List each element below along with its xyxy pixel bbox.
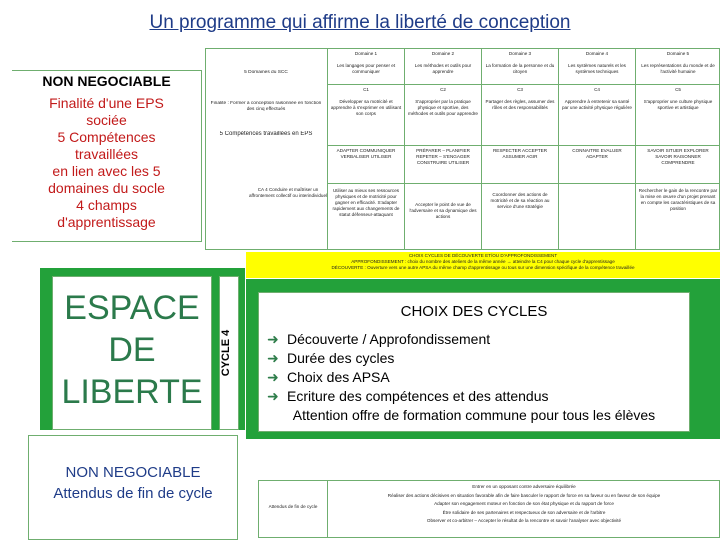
- choix-item-1: ➜ Découverte / Approfondissement: [267, 331, 491, 347]
- cycle-4-label: CYCLE 4: [220, 329, 232, 377]
- ca-cell-1: Utiliser au mieux ses ressources physiques et de motricité pour gagner en efficacité. S'adapter rapidement aux changements de statut défenseur-attaquant: [332, 188, 400, 217]
- yellow-line-1: CHOIX CYCLES DE DÉCOUVERTE ET/OU D'APPROFONDISSEMENT: [408, 253, 558, 258]
- attendus-fin-cycle: Attendus de fin de cycle: [53, 485, 213, 502]
- domain-1-text: Les langages pour penser et communiquer: [336, 63, 396, 74]
- ca-cell-3: Coordonner des actions de motricité et de sa réaction au service d'une stratégie: [490, 192, 550, 209]
- choix-title: CHOIX DES CYCLES: [400, 303, 548, 320]
- comp-1-text: Développer sa motricité et apprendre à s'exprimer en utilisant son corps: [330, 99, 402, 116]
- competences-label: 5 Compétences travaillées en EPS: [219, 131, 313, 137]
- domain-2-head: Domaine 2: [431, 51, 455, 56]
- espace-line-1: ESPACE: [64, 289, 200, 327]
- domain-5-text: Les représentations du monde et de l'activité humaine: [641, 63, 715, 74]
- attendus-label: Attendus de fin de cycle: [268, 504, 318, 509]
- comp-5-verbs: SAVOIR SITUER EXPLORER SAVOIR RAISONNER COMPRENDRE: [647, 148, 709, 165]
- comp-2-verbs: PRÉPARER – PLANIFIER REPETER – S'ENGAGER CONSTRUIRE UTILISER: [416, 148, 470, 165]
- ca-cell-2: Accepter le point de vue de l'adversaire et sa dynamique des actions: [409, 202, 477, 219]
- domain-4-head: Domaine 4: [585, 51, 609, 56]
- espace-line-2: DE: [108, 331, 156, 369]
- non-negociable-label: NON NEGOCIABLE: [42, 73, 171, 89]
- comp-4-code: C4: [594, 87, 600, 92]
- attendus-box: [28, 435, 238, 540]
- cycle-label-box: [219, 276, 239, 430]
- arrow-icon: ➜: [267, 369, 279, 385]
- choix-item-4: ➜ Ecriture des compétences et des attendus: [267, 388, 549, 404]
- choix-cycles-panel: [258, 292, 690, 432]
- domain-1-head: Domaine 1: [354, 51, 378, 56]
- domain-5-head: Domaine 5: [666, 51, 690, 56]
- comp-1-verbs: ADAPTER COMMUNIQUER VERBALISER UTILISER: [336, 148, 396, 159]
- comp-3-text: Partager des règles, assumer des rôles et des responsabilités: [485, 99, 555, 110]
- domain-2-text: Les méthodes et outils pour apprendre: [414, 63, 472, 74]
- ca-cell-5: Rechercher le gain de la rencontre par la mise en œuvre d'un projet prenant en compte les caractéristiques de sa position: [638, 188, 718, 211]
- arrow-icon: ➜: [267, 350, 279, 366]
- socle-label: 5 Domaines du SCC: [244, 70, 288, 75]
- yellow-choices-band: [246, 252, 720, 278]
- comp-4-verbs: CONNAITRE EVALUER ADAPTER: [572, 148, 622, 159]
- domain-3-text: La formation de la personne et du citoyen: [485, 63, 555, 74]
- choix-footer: Attention offre de formation commune pour tous les élèves: [292, 407, 656, 423]
- comp-4-text: Apprendre à entretenir sa santé par une activité physique régulière: [562, 99, 632, 110]
- comp-5-text: S'approprier une culture physique sportive et artistique: [643, 99, 713, 110]
- comp-3-verbs: RESPECTER ACCEPTER ASSUMER AGIR: [492, 148, 548, 159]
- non-negociable-finalite-box: [12, 70, 202, 242]
- yellow-line-3: DÉCOUVERTE : Ouverture vers une autre APSA du même champ d'apprentissage ou tous sur une dimension spécifique de la compétence travaillée: [331, 265, 635, 270]
- finalite-label: Finalité : Former à conception raisonnée en fonction des cinq effectués: [210, 101, 322, 112]
- yellow-line-2: APPROFONDISSEMENT : choix du nombre des ateliers de la même année → atteindre la C4 pour chaque cycle d'apprentissage: [351, 259, 615, 264]
- arrow-icon: ➜: [267, 388, 279, 404]
- comp-5-code: C5: [675, 87, 681, 92]
- finalite-text: Finalité d'une EPS sociée 5 Compétences travaillées en lien avec les 5 domaines du socle 4 champs d'apprentissage: [48, 95, 165, 230]
- domain-3-head: Domaine 3: [508, 51, 532, 56]
- comp-1-code: C1: [363, 87, 369, 92]
- espace-line-3: LIBERTE: [61, 373, 203, 411]
- domain-4-text: Les systèmes naturels et les systèmes techniques: [568, 63, 626, 74]
- ca-label: CA 4 Conduire et maîtriser un affrontement collectif ou interindividuel: [248, 187, 328, 198]
- attendus-non-negociable: NON NEGOCIABLE: [65, 464, 201, 481]
- comp-2-text: S'approprier par la pratique physique et sportive, des méthodes et outils pour apprendre: [408, 99, 478, 116]
- comp-2-code: C2: [440, 87, 446, 92]
- choix-item-2: ➜ Durée des cycles: [267, 350, 395, 366]
- choix-item-3: ➜ Choix des APSA: [267, 369, 390, 385]
- page-title: Un programme qui affirme la liberté de conception: [149, 12, 571, 33]
- espace-liberte-box: [52, 276, 212, 430]
- arrow-icon: ➜: [267, 331, 279, 347]
- comp-3-code: C3: [517, 87, 523, 92]
- attendus-content: Entrer en un opposant contre adversaire équilibrée Réaliser des actions décisives en situation favorable afin de faire basculer le rapport de force en sa faveur ou en faveur de son équipe Adapter son engagement moteur en fonction de son état physique et du rapport de force Être solidaire de ses partenaires et respectueux de son adversaire et de l'arbitre Observer et co-arbitrer – Accepter le résultat de la rencontre et savoir l'analyser avec objectivité: [387, 484, 661, 523]
